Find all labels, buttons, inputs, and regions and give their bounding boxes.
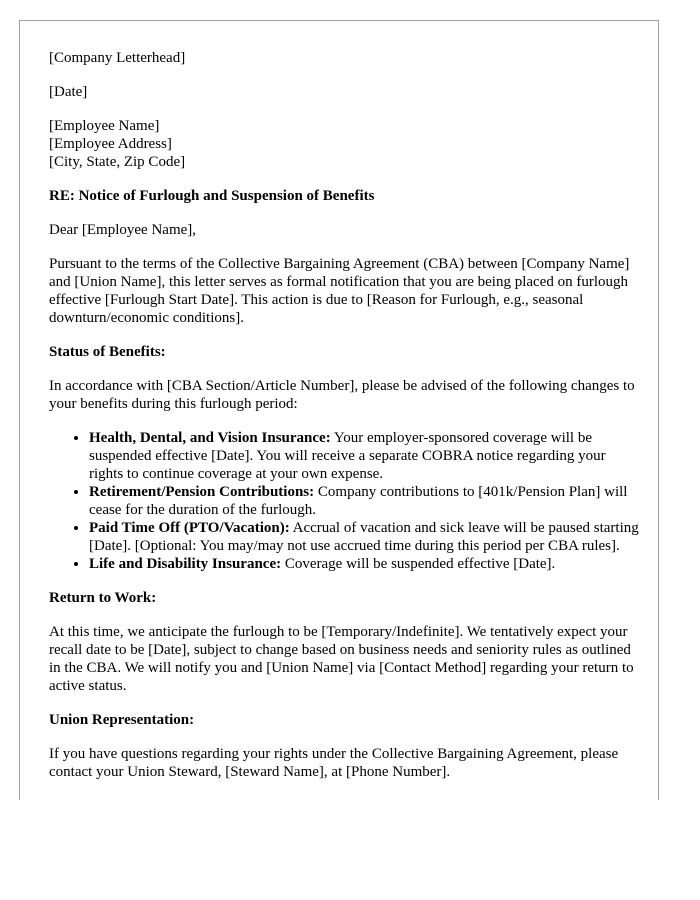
benefit-item-life-disability bbox=[89, 555, 639, 573]
employee-address: [Employee Address] bbox=[49, 136, 172, 152]
benefit-text: Your employer-sponsored coverage will be suspended effective [Date]. You will receive a separate COBRA notice regarding your rights to continue coverage at your own expense. bbox=[89, 430, 606, 482]
benefits-list bbox=[49, 429, 639, 573]
benefit-title: Paid Time Off (PTO/Vacation): bbox=[89, 520, 290, 536]
benefit-title: Retirement/Pension Contributions: bbox=[89, 484, 315, 500]
benefit-item-pto bbox=[89, 519, 639, 555]
letter-body bbox=[49, 49, 639, 797]
benefits-heading: Status of Benefits: bbox=[49, 344, 166, 360]
letter-subject: RE: Notice of Furlough and Suspension of Benefits bbox=[49, 188, 375, 204]
benefit-item-health bbox=[89, 429, 639, 483]
union-paragraph: If you have questions regarding your rights under the Collective Bargaining Agreement, please contact your Union Steward, [Steward Name], at [Phone Number]. bbox=[49, 746, 619, 780]
benefit-title: Health, Dental, and Vision Insurance: bbox=[89, 430, 331, 446]
letter-date: [Date] bbox=[49, 84, 88, 100]
recipient-address bbox=[49, 117, 639, 171]
salutation: Dear [Employee Name], bbox=[49, 222, 197, 238]
letter-page bbox=[19, 20, 659, 800]
company-letterhead: [Company Letterhead] bbox=[49, 50, 186, 66]
employee-name: [Employee Name] bbox=[49, 118, 160, 134]
benefits-intro-paragraph: In accordance with [CBA Section/Article Number], please be advised of the following changes to your benefits during this furlough period: bbox=[49, 378, 635, 412]
return-paragraph: At this time, we anticipate the furlough to be [Temporary/Indefinite]. We tentatively expect your recall date to be [Date], subject to change based on business needs and seniority rules as outlined in the CBA. We will notify you and [Union Name] via [Contact Method] regarding your return to active status. bbox=[49, 624, 634, 694]
employee-city-state-zip: [City, State, Zip Code] bbox=[49, 154, 186, 170]
benefit-text: Accrual of vacation and sick leave will be paused starting [Date]. [Optional: You may/may not use accrued time during this period per CBA rules]. bbox=[89, 520, 639, 554]
union-heading: Union Representation: bbox=[49, 712, 195, 728]
intro-paragraph: Pursuant to the terms of the Collective Bargaining Agreement (CBA) between [Company Name] and [Union Name], this letter serves as formal notification that you are being placed on furlough effective [Furlough Start Date]. This action is due to [Reason for Furlough, e.g., seasonal downturn/economic conditions]. bbox=[49, 256, 630, 326]
benefit-item-retirement bbox=[89, 483, 639, 519]
benefit-text: Company contributions to [401k/Pension Plan] will cease for the duration of the furlough. bbox=[89, 484, 628, 518]
benefit-title: Life and Disability Insurance: bbox=[89, 556, 282, 572]
return-heading: Return to Work: bbox=[49, 590, 157, 606]
benefit-text: Coverage will be suspended effective [Date]. bbox=[281, 556, 556, 572]
